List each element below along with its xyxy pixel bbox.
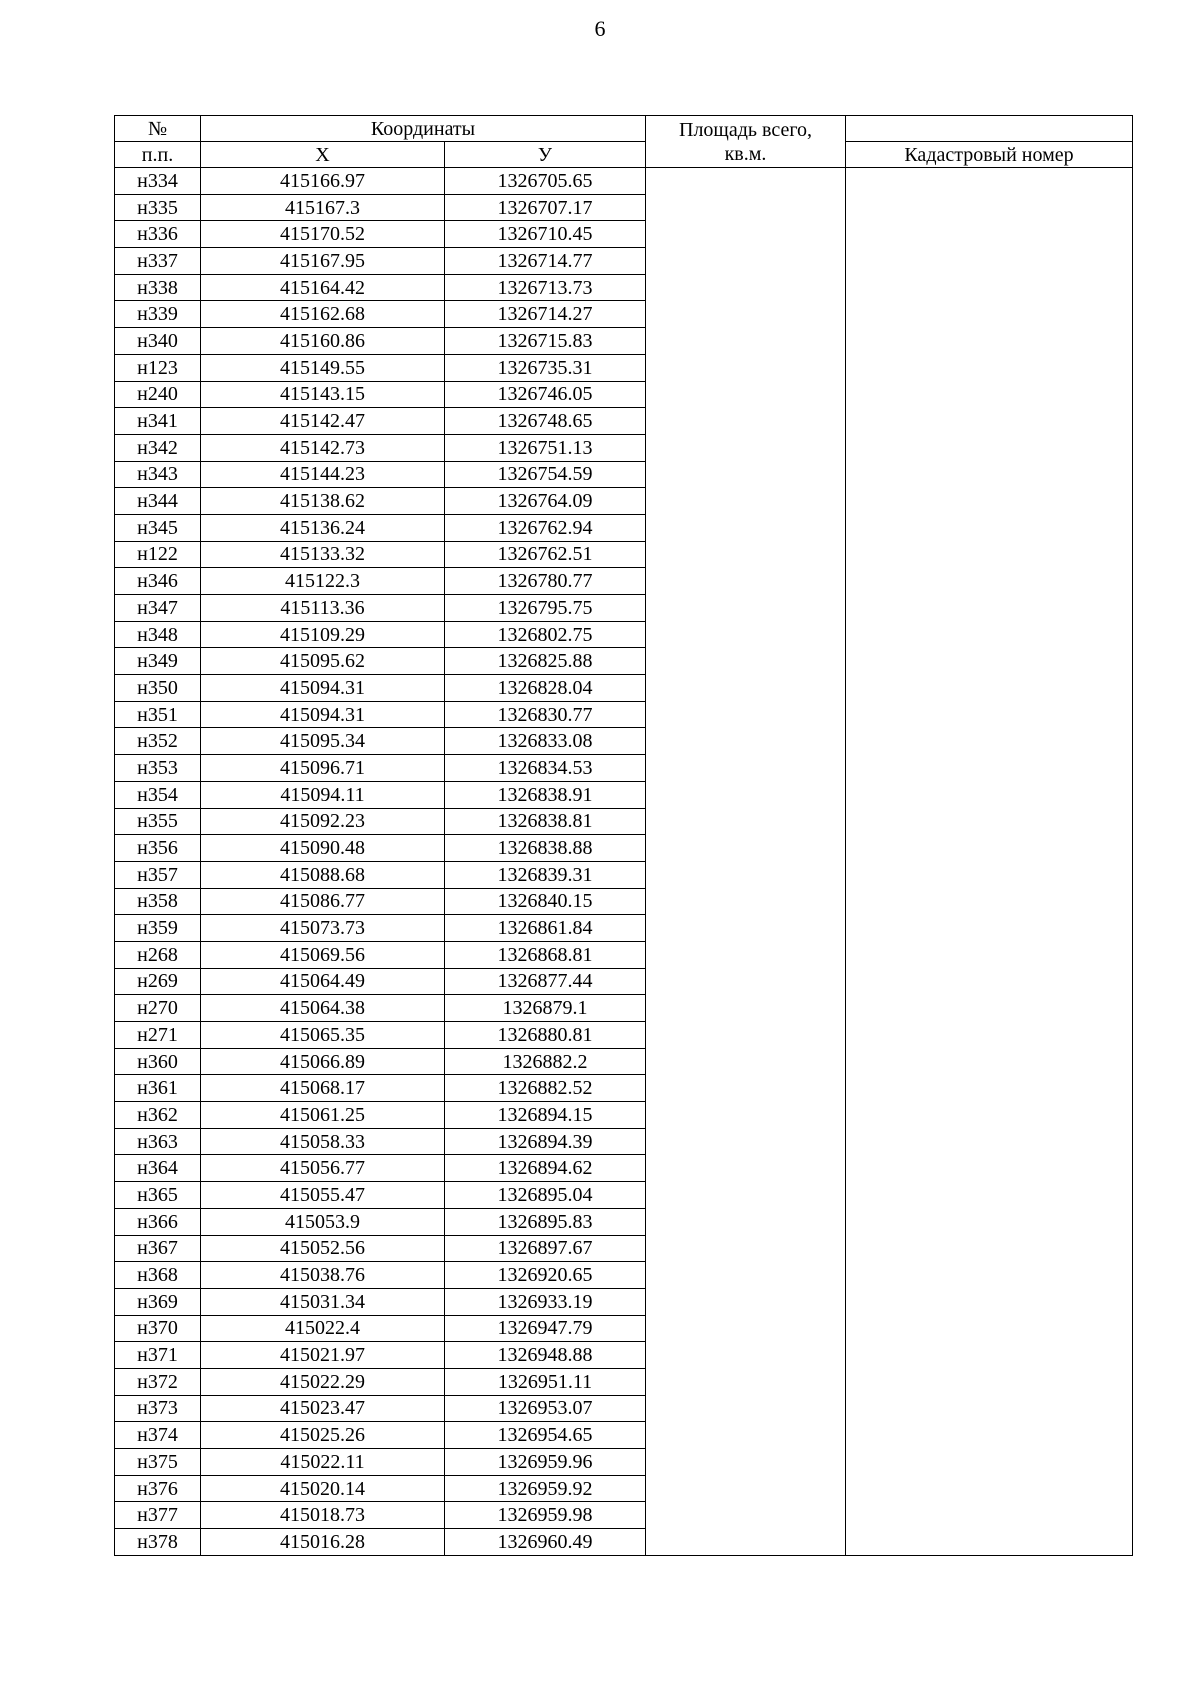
x-coordinate-cell: 415088.68 <box>201 861 445 888</box>
y-coordinate-cell: 1326713.73 <box>445 274 646 301</box>
y-coordinate-cell: 1326882.2 <box>445 1048 646 1075</box>
point-number-cell: н345 <box>115 514 201 541</box>
point-number-cell: н361 <box>115 1075 201 1102</box>
y-coordinate-cell: 1326710.45 <box>445 221 646 248</box>
header-x: X <box>201 142 445 168</box>
point-number-cell: н268 <box>115 941 201 968</box>
point-number-cell: н340 <box>115 328 201 355</box>
y-coordinate-cell: 1326802.75 <box>445 621 646 648</box>
table-body <box>115 168 1133 1556</box>
x-coordinate-cell: 415064.49 <box>201 968 445 995</box>
y-coordinate-cell: 1326825.88 <box>445 648 646 675</box>
header-row-2 <box>115 142 1133 168</box>
point-number-cell: н123 <box>115 354 201 381</box>
y-coordinate-cell: 1326762.94 <box>445 514 646 541</box>
y-coordinate-cell: 1326764.09 <box>445 488 646 515</box>
x-coordinate-cell: 415094.11 <box>201 781 445 808</box>
x-coordinate-cell: 415016.28 <box>201 1529 445 1556</box>
x-coordinate-cell: 415092.23 <box>201 808 445 835</box>
point-number-cell: н358 <box>115 888 201 915</box>
y-coordinate-cell: 1326714.77 <box>445 248 646 275</box>
point-number-cell: н240 <box>115 381 201 408</box>
header-row-1 <box>115 116 1133 142</box>
x-coordinate-cell: 415167.95 <box>201 248 445 275</box>
x-coordinate-cell: 415160.86 <box>201 328 445 355</box>
x-coordinate-cell: 415073.73 <box>201 915 445 942</box>
point-number-cell: н270 <box>115 995 201 1022</box>
point-number-cell: н359 <box>115 915 201 942</box>
header-coordinates: Координаты <box>201 116 646 142</box>
header-area <box>646 116 846 168</box>
x-coordinate-cell: 415113.36 <box>201 595 445 622</box>
y-coordinate-cell: 1326951.11 <box>445 1368 646 1395</box>
point-number-cell: н374 <box>115 1422 201 1449</box>
y-coordinate-cell: 1326715.83 <box>445 328 646 355</box>
x-coordinate-cell: 415109.29 <box>201 621 445 648</box>
header-cadastral-top <box>846 116 1133 142</box>
x-coordinate-cell: 415066.89 <box>201 1048 445 1075</box>
x-coordinate-cell: 415143.15 <box>201 381 445 408</box>
y-coordinate-cell: 1326838.88 <box>445 835 646 862</box>
y-coordinate-cell: 1326861.84 <box>445 915 646 942</box>
point-number-cell: н370 <box>115 1315 201 1342</box>
x-coordinate-cell: 415133.32 <box>201 541 445 568</box>
point-number-cell: н271 <box>115 1022 201 1049</box>
y-coordinate-cell: 1326954.65 <box>445 1422 646 1449</box>
point-number-cell: н369 <box>115 1288 201 1315</box>
x-coordinate-cell: 415069.56 <box>201 941 445 968</box>
y-coordinate-cell: 1326894.62 <box>445 1155 646 1182</box>
point-number-cell: н362 <box>115 1102 201 1129</box>
x-coordinate-cell: 415065.35 <box>201 1022 445 1049</box>
y-coordinate-cell: 1326895.83 <box>445 1208 646 1235</box>
x-coordinate-cell: 415056.77 <box>201 1155 445 1182</box>
point-number-cell: н269 <box>115 968 201 995</box>
y-coordinate-cell: 1326953.07 <box>445 1395 646 1422</box>
y-coordinate-cell: 1326830.77 <box>445 701 646 728</box>
x-coordinate-cell: 415058.33 <box>201 1128 445 1155</box>
point-number-cell: н377 <box>115 1502 201 1529</box>
point-number-cell: н347 <box>115 595 201 622</box>
y-coordinate-cell: 1326751.13 <box>445 434 646 461</box>
x-coordinate-cell: 415094.31 <box>201 675 445 702</box>
point-number-cell: н373 <box>115 1395 201 1422</box>
y-coordinate-cell: 1326748.65 <box>445 408 646 435</box>
y-coordinate-cell: 1326735.31 <box>445 354 646 381</box>
point-number-cell: н363 <box>115 1128 201 1155</box>
point-number-cell: н375 <box>115 1449 201 1476</box>
x-coordinate-cell: 415095.62 <box>201 648 445 675</box>
point-number-cell: н343 <box>115 461 201 488</box>
y-coordinate-cell: 1326920.65 <box>445 1262 646 1289</box>
y-coordinate-cell: 1326959.96 <box>445 1449 646 1476</box>
point-number-cell: н346 <box>115 568 201 595</box>
y-coordinate-cell: 1326882.52 <box>445 1075 646 1102</box>
x-coordinate-cell: 415144.23 <box>201 461 445 488</box>
y-coordinate-cell: 1326959.98 <box>445 1502 646 1529</box>
area-cell <box>646 168 846 1556</box>
point-number-cell: н366 <box>115 1208 201 1235</box>
y-coordinate-cell: 1326947.79 <box>445 1315 646 1342</box>
y-coordinate-cell: 1326838.81 <box>445 808 646 835</box>
x-coordinate-cell: 415022.4 <box>201 1315 445 1342</box>
point-number-cell: н356 <box>115 835 201 862</box>
y-coordinate-cell: 1326833.08 <box>445 728 646 755</box>
header-area-line1: Площадь всего, <box>679 118 813 141</box>
point-number-cell: н371 <box>115 1342 201 1369</box>
point-number-cell: н357 <box>115 861 201 888</box>
point-number-cell: н351 <box>115 701 201 728</box>
point-number-cell: н348 <box>115 621 201 648</box>
y-coordinate-cell: 1326795.75 <box>445 595 646 622</box>
point-number-cell: н341 <box>115 408 201 435</box>
x-coordinate-cell: 415021.97 <box>201 1342 445 1369</box>
header-num-line2: п.п. <box>115 142 201 168</box>
x-coordinate-cell: 415064.38 <box>201 995 445 1022</box>
y-coordinate-cell: 1326707.17 <box>445 194 646 221</box>
header-num-line1: № <box>115 116 201 142</box>
point-number-cell: н122 <box>115 541 201 568</box>
point-number-cell: н338 <box>115 274 201 301</box>
point-number-cell: н353 <box>115 755 201 782</box>
y-coordinate-cell: 1326933.19 <box>445 1288 646 1315</box>
x-coordinate-cell: 415164.42 <box>201 274 445 301</box>
x-coordinate-cell: 415053.9 <box>201 1208 445 1235</box>
y-coordinate-cell: 1326897.67 <box>445 1235 646 1262</box>
point-number-cell: н368 <box>115 1262 201 1289</box>
x-coordinate-cell: 415038.76 <box>201 1262 445 1289</box>
point-number-cell: н365 <box>115 1182 201 1209</box>
x-coordinate-cell: 415142.47 <box>201 408 445 435</box>
x-coordinate-cell: 415022.29 <box>201 1368 445 1395</box>
header-area-line2: кв.м. <box>724 142 767 165</box>
x-coordinate-cell: 415122.3 <box>201 568 445 595</box>
x-coordinate-cell: 415167.3 <box>201 194 445 221</box>
y-coordinate-cell: 1326877.44 <box>445 968 646 995</box>
x-coordinate-cell: 415025.26 <box>201 1422 445 1449</box>
point-number-cell: н349 <box>115 648 201 675</box>
point-number-cell: н336 <box>115 221 201 248</box>
y-coordinate-cell: 1326880.81 <box>445 1022 646 1049</box>
y-coordinate-cell: 1326838.91 <box>445 781 646 808</box>
point-number-cell: н339 <box>115 301 201 328</box>
x-coordinate-cell: 415018.73 <box>201 1502 445 1529</box>
x-coordinate-cell: 415022.11 <box>201 1449 445 1476</box>
x-coordinate-cell: 415136.24 <box>201 514 445 541</box>
x-coordinate-cell: 415162.68 <box>201 301 445 328</box>
y-coordinate-cell: 1326762.51 <box>445 541 646 568</box>
x-coordinate-cell: 415052.56 <box>201 1235 445 1262</box>
y-coordinate-cell: 1326840.15 <box>445 888 646 915</box>
table-row <box>115 168 1133 195</box>
x-coordinate-cell: 415166.97 <box>201 168 445 195</box>
y-coordinate-cell: 1326839.31 <box>445 861 646 888</box>
point-number-cell: н376 <box>115 1475 201 1502</box>
y-coordinate-cell: 1326948.88 <box>445 1342 646 1369</box>
point-number-cell: н364 <box>115 1155 201 1182</box>
y-coordinate-cell: 1326834.53 <box>445 755 646 782</box>
x-coordinate-cell: 415142.73 <box>201 434 445 461</box>
cadastral-number-cell <box>846 168 1133 1556</box>
x-coordinate-cell: 415090.48 <box>201 835 445 862</box>
y-coordinate-cell: 1326780.77 <box>445 568 646 595</box>
x-coordinate-cell: 415094.31 <box>201 701 445 728</box>
y-coordinate-cell: 1326746.05 <box>445 381 646 408</box>
point-number-cell: н367 <box>115 1235 201 1262</box>
y-coordinate-cell: 1326705.65 <box>445 168 646 195</box>
page-number: 6 <box>594 16 606 41</box>
y-coordinate-cell: 1326894.39 <box>445 1128 646 1155</box>
y-coordinate-cell: 1326828.04 <box>445 675 646 702</box>
y-coordinate-cell: 1326959.92 <box>445 1475 646 1502</box>
y-coordinate-cell: 1326754.59 <box>445 461 646 488</box>
point-number-cell: н335 <box>115 194 201 221</box>
point-number-cell: н350 <box>115 675 201 702</box>
header-cadastral-number: Кадастровый номер <box>846 142 1133 168</box>
y-coordinate-cell: 1326868.81 <box>445 941 646 968</box>
x-coordinate-cell: 415170.52 <box>201 221 445 248</box>
x-coordinate-cell: 415020.14 <box>201 1475 445 1502</box>
y-coordinate-cell: 1326894.15 <box>445 1102 646 1129</box>
x-coordinate-cell: 415031.34 <box>201 1288 445 1315</box>
point-number-cell: н344 <box>115 488 201 515</box>
x-coordinate-cell: 415055.47 <box>201 1182 445 1209</box>
point-number-cell: н337 <box>115 248 201 275</box>
x-coordinate-cell: 415149.55 <box>201 354 445 381</box>
y-coordinate-cell: 1326960.49 <box>445 1529 646 1556</box>
point-number-cell: н334 <box>115 168 201 195</box>
x-coordinate-cell: 415061.25 <box>201 1102 445 1129</box>
point-number-cell: н360 <box>115 1048 201 1075</box>
y-coordinate-cell: 1326714.27 <box>445 301 646 328</box>
x-coordinate-cell: 415068.17 <box>201 1075 445 1102</box>
x-coordinate-cell: 415138.62 <box>201 488 445 515</box>
point-number-cell: н352 <box>115 728 201 755</box>
coordinates-table <box>114 115 1133 1556</box>
y-coordinate-cell: 1326895.04 <box>445 1182 646 1209</box>
y-coordinate-cell: 1326879.1 <box>445 995 646 1022</box>
point-number-cell: н355 <box>115 808 201 835</box>
point-number-cell: н378 <box>115 1529 201 1556</box>
x-coordinate-cell: 415086.77 <box>201 888 445 915</box>
x-coordinate-cell: 415096.71 <box>201 755 445 782</box>
header-y: У <box>445 142 646 168</box>
x-coordinate-cell: 415095.34 <box>201 728 445 755</box>
x-coordinate-cell: 415023.47 <box>201 1395 445 1422</box>
point-number-cell: н342 <box>115 434 201 461</box>
point-number-cell: н372 <box>115 1368 201 1395</box>
point-number-cell: н354 <box>115 781 201 808</box>
